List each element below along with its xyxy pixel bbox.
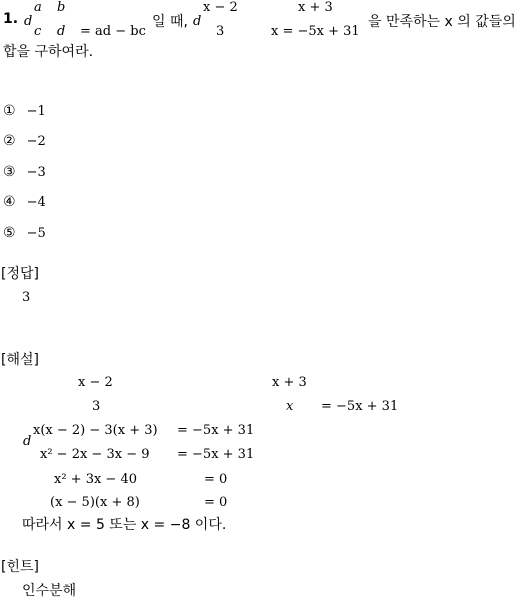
solution-rhs: = 0 (204, 472, 228, 487)
choice-4[interactable] (3, 191, 46, 210)
choice-5[interactable] (3, 222, 46, 241)
solution-det-x-minus-2: x − 2 (78, 375, 113, 390)
det-entry-a: a (34, 0, 42, 15)
solution-det-three: 3 (92, 399, 101, 414)
hint-value: 인수분해 (22, 583, 77, 599)
choice-value: −5 (26, 226, 46, 241)
choice-number: ② (3, 133, 16, 149)
solution-lhs: x² + 3x − 40 (54, 472, 138, 487)
choice-2[interactable] (3, 130, 46, 149)
choice-value: −4 (26, 195, 46, 210)
when-text: 일 때, (152, 14, 188, 30)
question-line-2: 합을 구하여라. (3, 44, 94, 60)
choice-number: ⑤ (3, 225, 16, 241)
choice-value: −2 (26, 134, 46, 149)
choice-number: ① (3, 103, 16, 119)
equation-rhs: x = −5x + 31 (271, 24, 360, 39)
hint-label: [힌트] (1, 559, 39, 575)
solution-label: [해설] (1, 352, 39, 368)
solution-lhs: (x − 5)(x + 8) (50, 495, 140, 510)
choice-value: −1 (26, 104, 46, 119)
solution-rhs: = −5x + 31 (177, 423, 255, 438)
det-definition: = ad − bc (80, 24, 146, 39)
choice-1[interactable] (3, 100, 46, 119)
det-entry-x-plus-3: x + 3 (298, 0, 333, 15)
solution-rhs: = −5x + 31 (177, 447, 255, 462)
det-entry-c: c (34, 24, 42, 39)
answer-label: [정답] (1, 266, 39, 282)
solution-lhs: x² − 2x − 3x − 9 (40, 447, 150, 462)
det-entry-three: 3 (216, 24, 225, 39)
det-entry-d: d (57, 24, 66, 39)
det-entry-x-minus-2: x − 2 (203, 0, 238, 15)
solution-top-rhs: = −5x + 31 (321, 399, 399, 414)
solution-det-x: x (286, 399, 294, 414)
choice-number: ③ (3, 164, 16, 180)
question-number: 1. (3, 11, 19, 27)
solution-det-x-plus-3: x + 3 (272, 375, 307, 390)
solution-det-symbol: d (23, 434, 32, 449)
question-suffix: 을 만족하는 x 의 값들의 (368, 14, 516, 30)
choice-3[interactable] (3, 161, 46, 180)
solution-lhs: x(x − 2) − 3(x + 3) (33, 423, 158, 438)
choice-value: −3 (26, 165, 46, 180)
det-symbol: d (24, 14, 33, 29)
solution-conclusion: 따라서 x = 5 또는 x = −8 이다. (22, 517, 227, 533)
answer-value: 3 (22, 290, 31, 305)
solution-rhs: = 0 (204, 495, 228, 510)
det-entry-b: b (57, 0, 66, 15)
det-symbol-2: d (193, 14, 202, 29)
choice-number: ④ (3, 194, 16, 210)
